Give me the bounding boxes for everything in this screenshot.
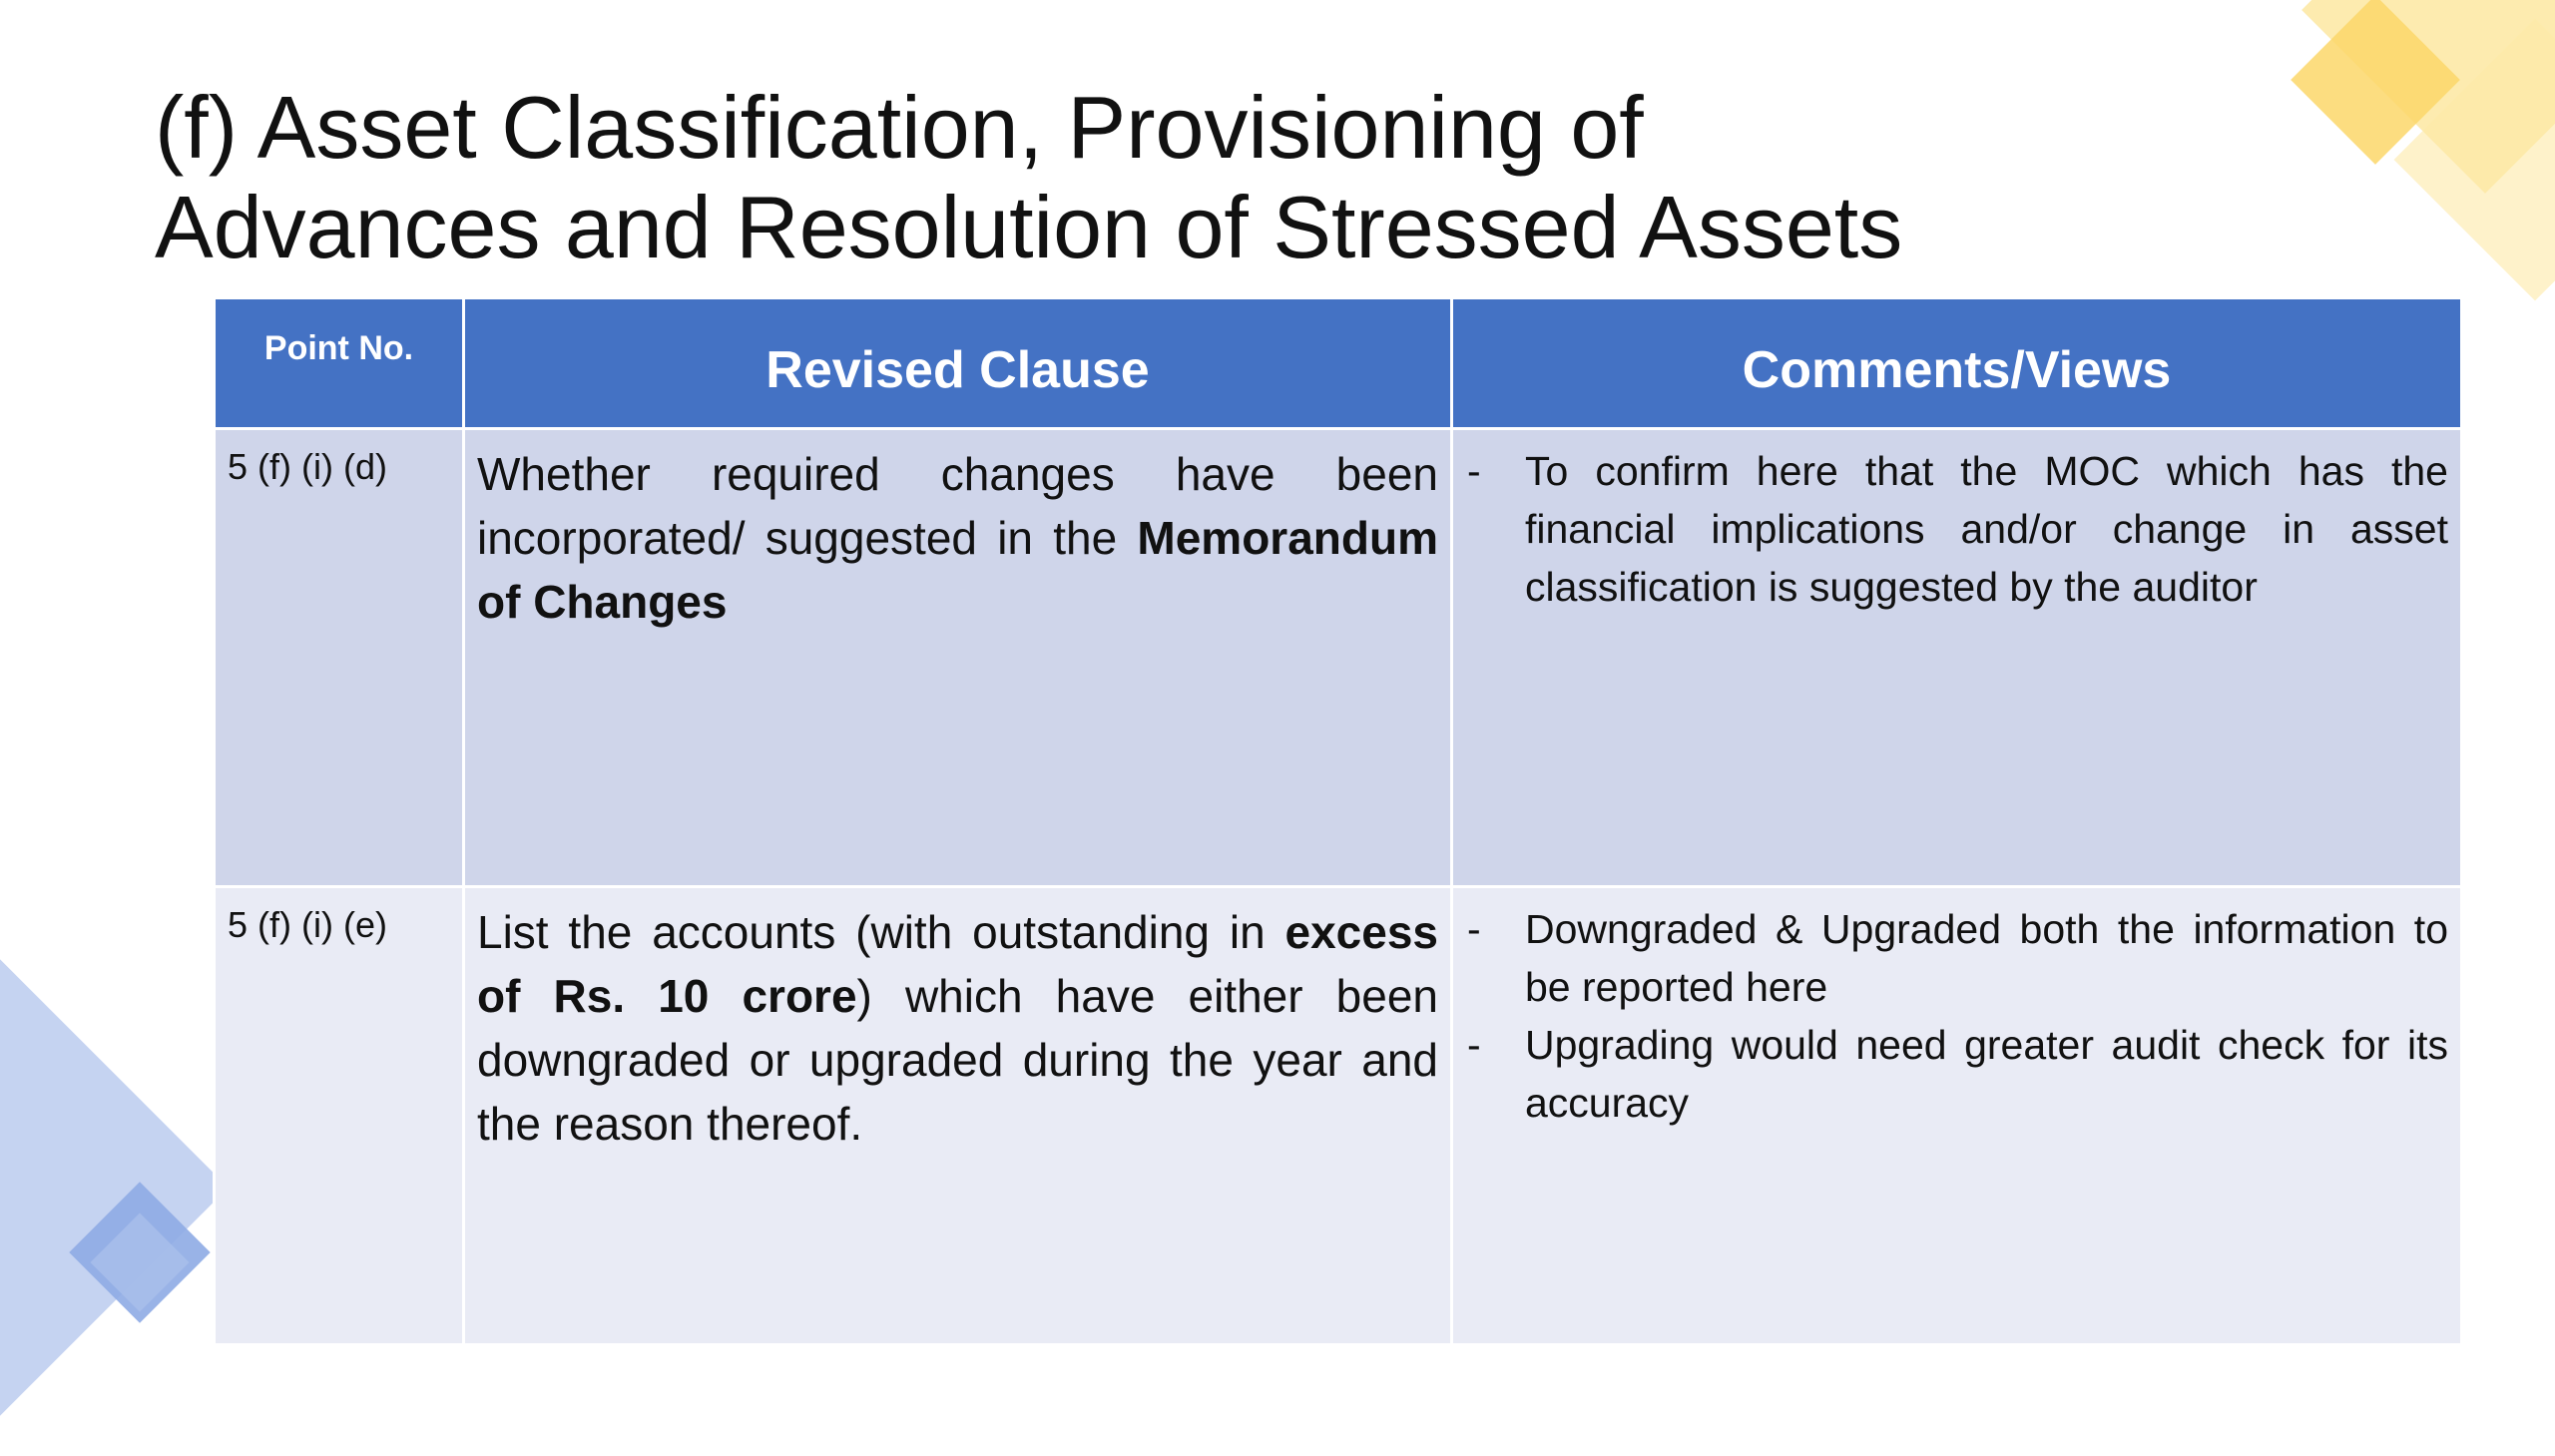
clauses-table — [213, 296, 2463, 1346]
comment-item — [1453, 442, 2448, 616]
point-cell — [215, 887, 464, 1345]
header-revised-clause: Revised Clause — [464, 298, 1452, 429]
comments-cell — [1452, 887, 2462, 1345]
comment-item — [1453, 900, 2448, 1016]
slide-title — [155, 78, 1951, 277]
bullet-dash: - — [1467, 906, 1481, 952]
clause-text-bold: excess of Rs. 10 crore — [477, 906, 1438, 1022]
clause-text-part: Whether required changes have been incorporated/ suggested in the — [477, 448, 1438, 564]
point-number: 5 (f) (i) (d) — [228, 446, 387, 487]
bullet-dash: - — [1467, 448, 1481, 494]
comments-list — [1453, 430, 2460, 616]
clause-text-bold: Memorandum of Changes — [477, 512, 1438, 628]
slide-title-line-1: (f) Asset Classification, Provisioning of — [155, 78, 1644, 177]
comment-text: Downgraded & Upgraded both the information to be reported here — [1525, 906, 2448, 1010]
header-point-no: Point No. — [215, 298, 464, 429]
clause-cell — [464, 429, 1452, 887]
bullet-dash: - — [1467, 1022, 1481, 1068]
decorative-diamond-blue-large — [0, 919, 229, 1455]
comment-text: Upgrading would need greater audit check for its accuracy — [1525, 1022, 2448, 1126]
comments-list — [1453, 888, 2460, 1132]
clause-text — [465, 430, 1450, 634]
table-row — [215, 887, 2462, 1345]
clause-text-part: ) which have either been downgraded or upgraded during the year and the reason thereof. — [477, 970, 1438, 1150]
clause-text-part: List the accounts (with outstanding in — [477, 906, 1285, 958]
header-comments-views: Comments/Views — [1452, 298, 2462, 429]
table-header-row — [215, 298, 2462, 429]
comments-cell — [1452, 429, 2462, 887]
point-number: 5 (f) (i) (e) — [228, 904, 387, 945]
comment-text: To confirm here that the MOC which has the financial implications and/or change in asset classification is suggested by the auditor — [1525, 448, 2448, 610]
table-row — [215, 429, 2462, 887]
comment-item — [1453, 1016, 2448, 1132]
clause-cell — [464, 887, 1452, 1345]
point-cell — [215, 429, 464, 887]
clause-text — [465, 888, 1450, 1156]
slide-title-line-2: Advances and Resolution of Stressed Assets — [155, 178, 1903, 276]
